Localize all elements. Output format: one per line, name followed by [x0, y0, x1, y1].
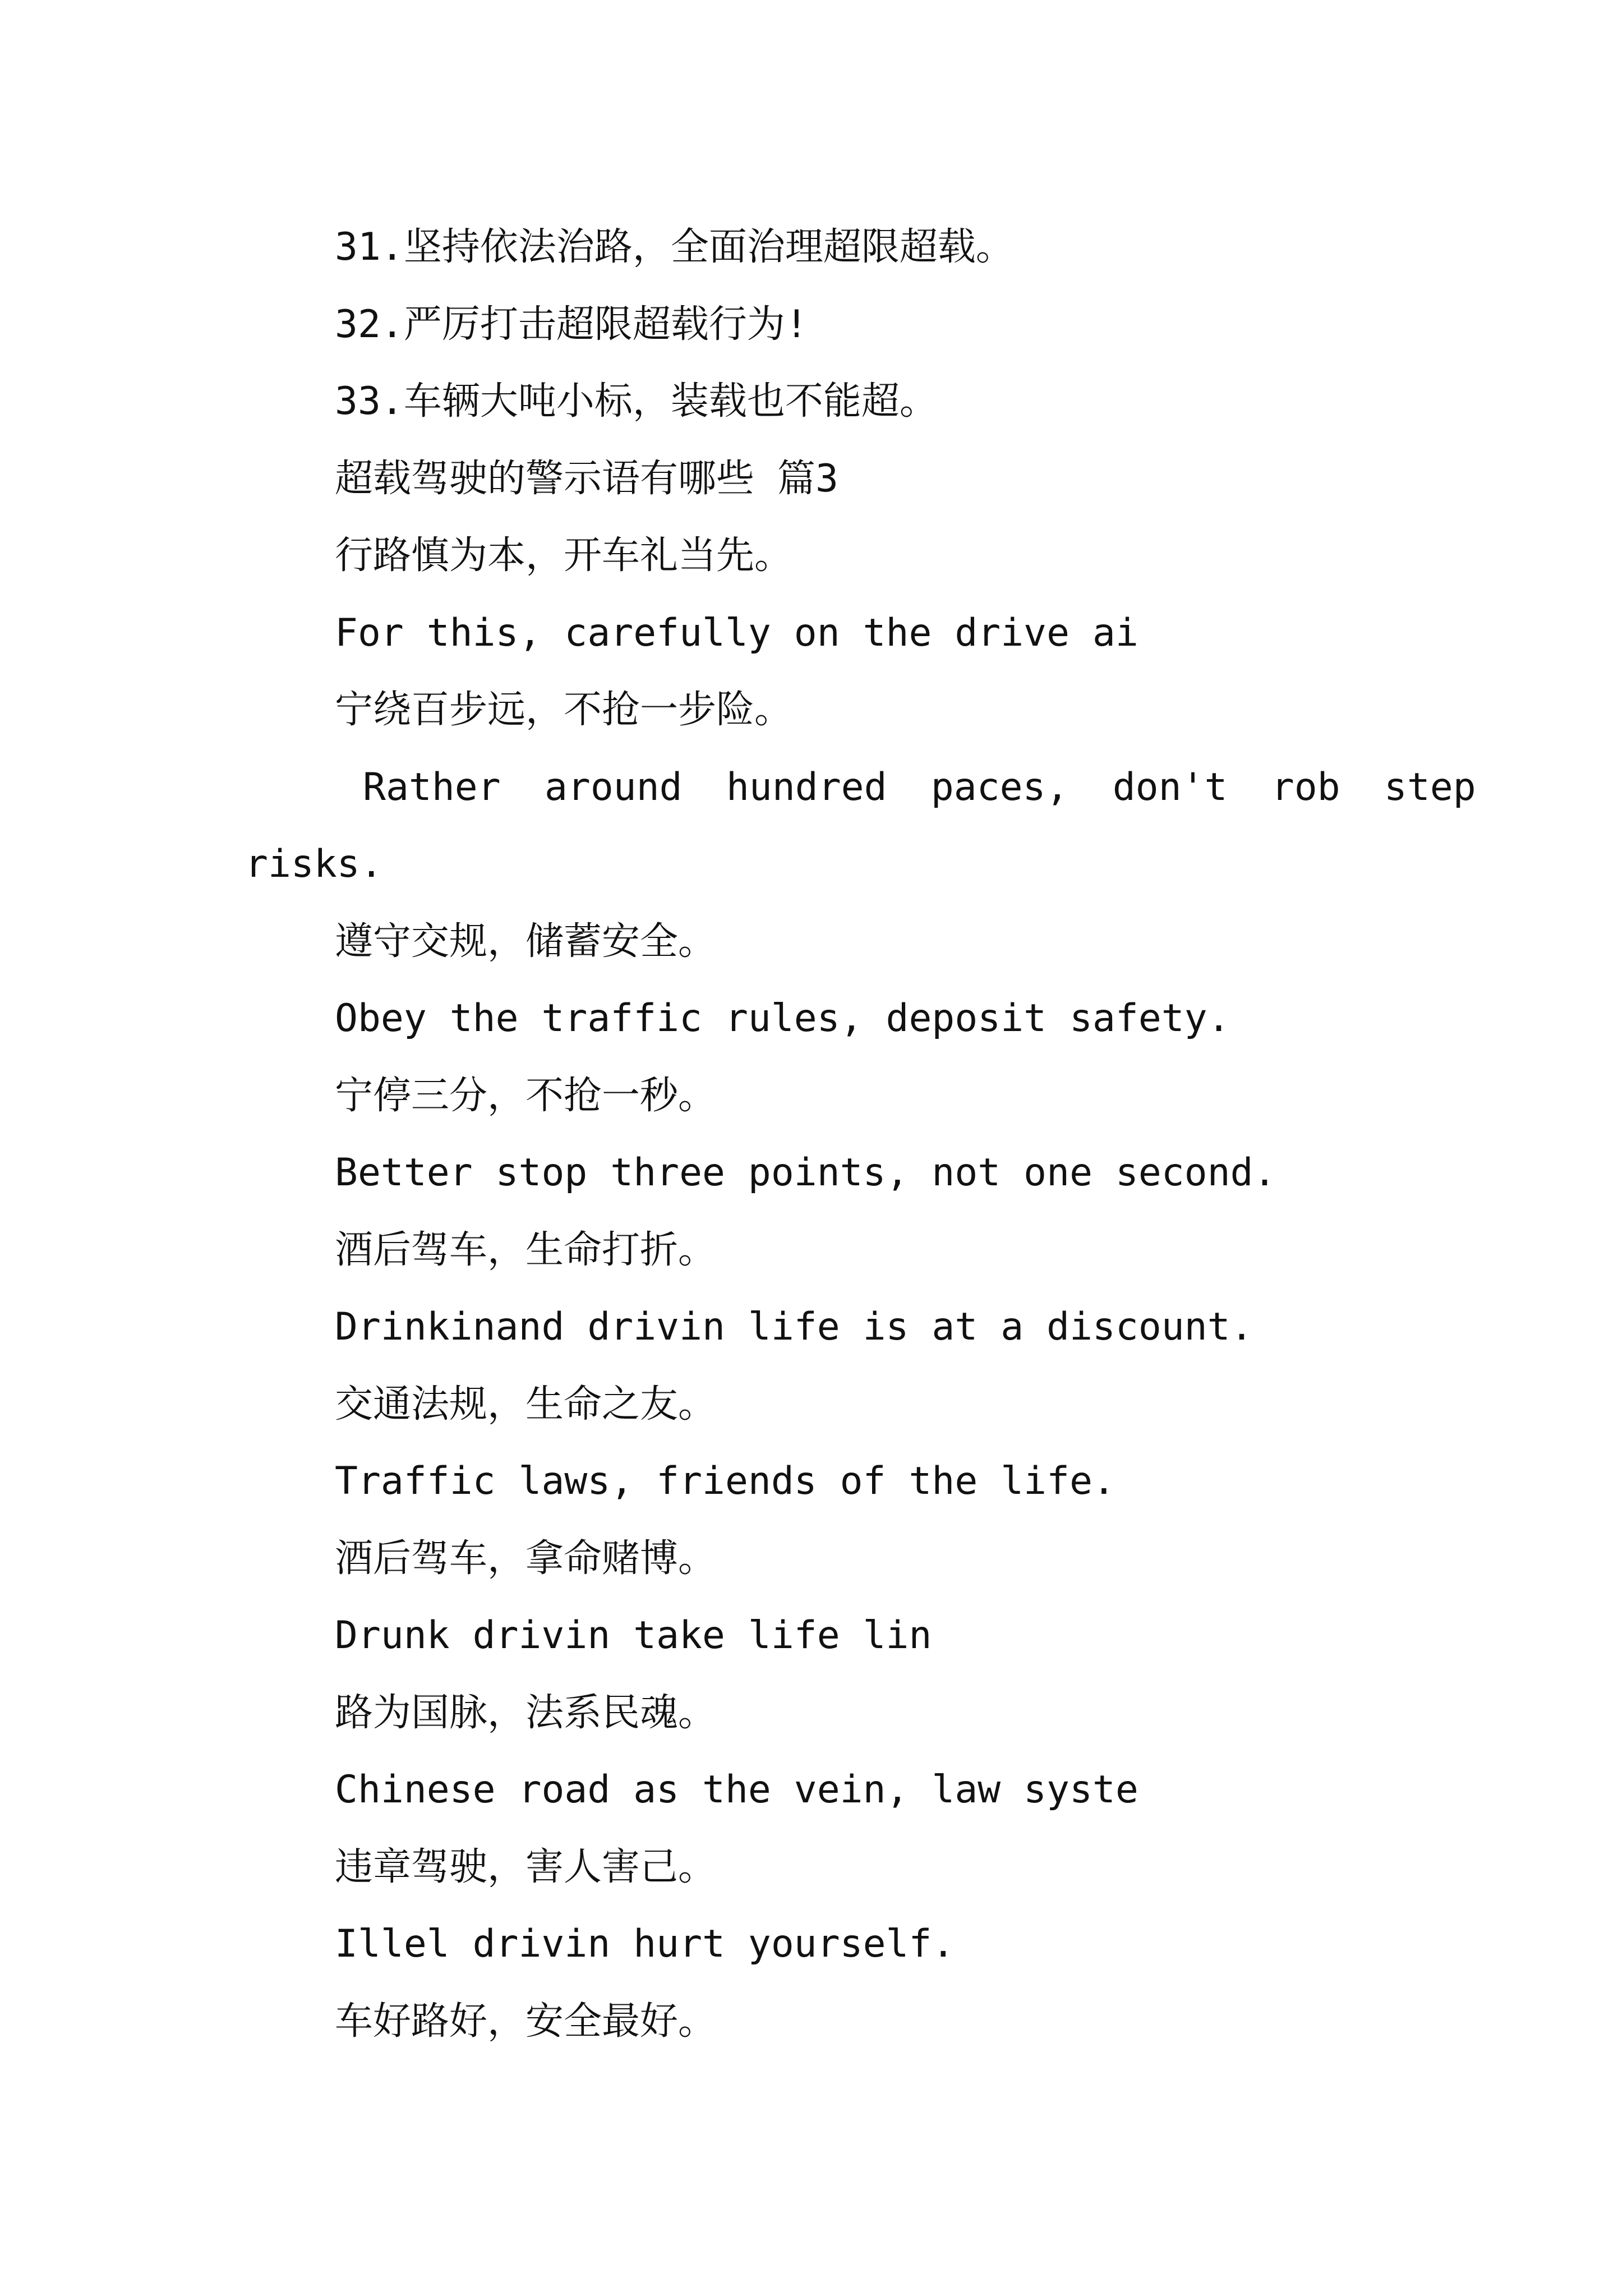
section-heading: 超载驾驶的警示语有哪些 篇3 [335, 456, 838, 501]
slogan-en: Drunk drivin take life lin [335, 1613, 932, 1658]
document-body [245, 209, 1476, 2060]
slogan-line-33: 33.车辆大吨小标，装载也不能超。 [335, 379, 938, 424]
slogan-en: Obey the traffic rules, deposit safety. [335, 996, 1230, 1041]
slogan-zh: 路为国脉，法系民魂。 [335, 1690, 717, 1735]
slogan-zh: 酒后驾车，生命打折。 [335, 1227, 717, 1272]
slogan-en-continued: risks. [245, 842, 383, 886]
slogan-en: Drinkinand drivin life is at a discount. [335, 1305, 1253, 1349]
slogan-zh: 遵守交规，储蓄安全。 [335, 919, 717, 964]
slogan-en: Chinese road as the vein, law syste [335, 1768, 1138, 1812]
slogan-zh: 车好路好，安全最好。 [335, 1999, 717, 2044]
slogan-en: Better stop three points, not one second. [335, 1151, 1276, 1195]
slogan-en: For this, carefully on the drive ai [335, 610, 1138, 655]
slogan-zh: 行路慎为本，开车礼当先。 [335, 533, 793, 578]
slogan-en [245, 749, 1476, 826]
slogan-en: Illel drivin hurt yourself. [335, 1922, 955, 1966]
slogan-zh: 违章驾驶，害人害己。 [335, 1844, 717, 1889]
slogan-line-32: 32.严厉打击超限超载行为! [335, 302, 808, 347]
slogan-zh: 酒后驾车，拿命赌博。 [335, 1536, 717, 1581]
slogan-zh: 交通法规，生命之友。 [335, 1382, 717, 1427]
slogan-zh: 宁停三分，不抢一秒。 [335, 1073, 717, 1118]
slogan-line-31: 31.坚持依法治路，全面治理超限超载。 [335, 225, 1014, 269]
slogan-zh: 宁绕百步远，不抢一步险。 [335, 688, 793, 732]
slogan-en-text: Rather around hundred paces, don't rob step [363, 765, 1476, 809]
slogan-en: Traffic laws, friends of the life. [335, 1459, 1115, 1503]
